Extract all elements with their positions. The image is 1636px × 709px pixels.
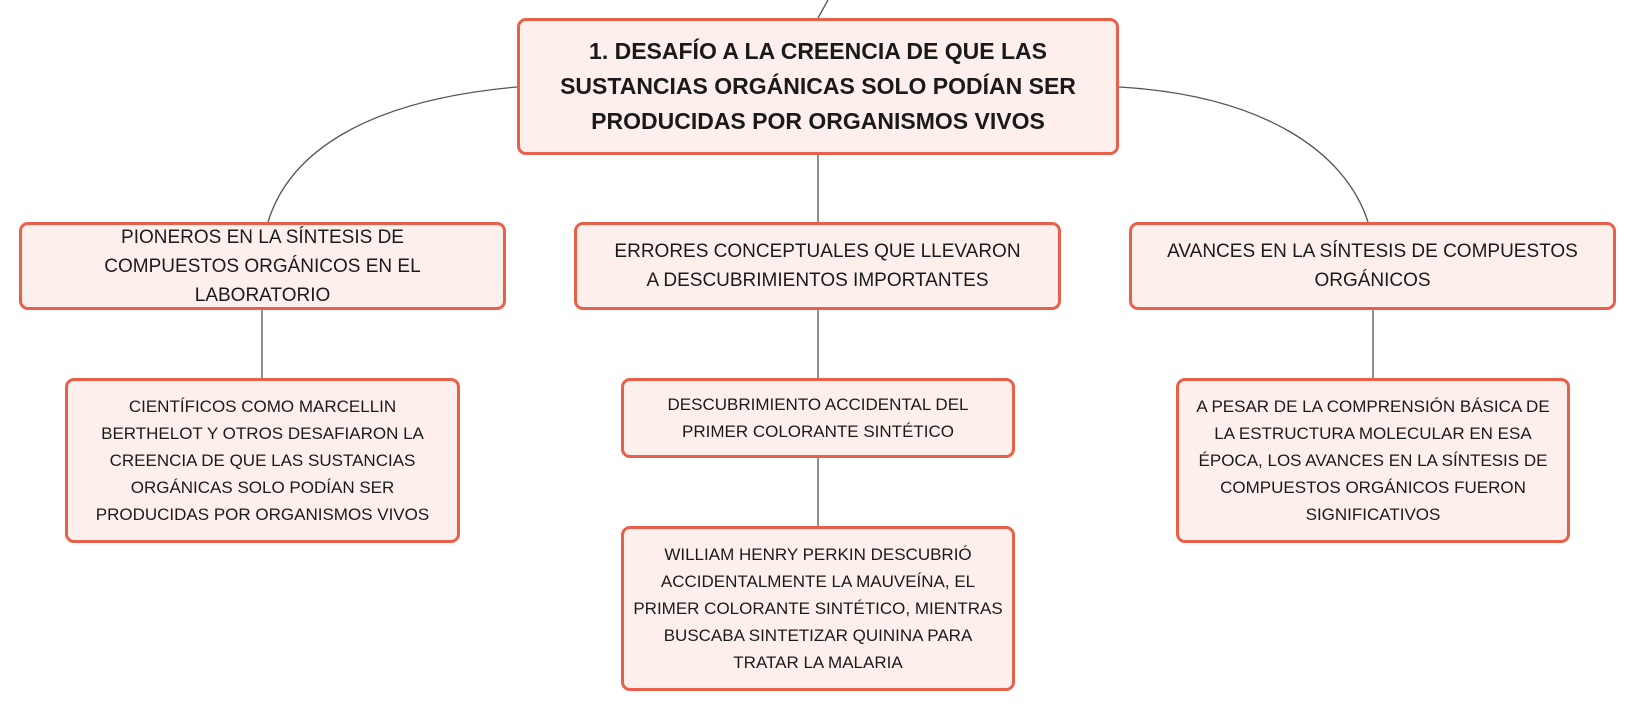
subtopic-perkin-mauveina[interactable] bbox=[621, 526, 1015, 691]
subtopic-descubrimiento-accidental[interactable] bbox=[621, 378, 1015, 458]
connector-root-to-branch-3 bbox=[1119, 87, 1368, 222]
subtopic-text: A PESAR DE LA COMPRENSIÓN BÁSICA DE LA ESTRUCTURA MOLECULAR EN ESA ÉPOCA, LOS AVANCES EN LA SÍNTESIS DE COMPUESTOS ORGÁNICOS FUERON SIGNIFICATIVOS bbox=[1196, 397, 1550, 524]
subtopic-text: WILLIAM HENRY PERKIN DESCUBRIÓ ACCIDENTALMENTE LA MAUVEÍNA, EL PRIMER COLORANTE SINTÉTICO, MIENTRAS BUSCABA SINTETIZAR QUININA PARA TRATAR LA MALARIA bbox=[633, 545, 1003, 672]
branch-topic-text: PIONEROS EN LA SÍNTESIS DE COMPUESTOS ORGÁNICOS EN EL LABORATORIO bbox=[104, 226, 421, 306]
connector-root-to-branch-1 bbox=[268, 87, 517, 222]
branch-topic-text: ERRORES CONCEPTUALES QUE LLEVARON A DESCUBRIMIENTOS IMPORTANTES bbox=[614, 241, 1021, 291]
connector-to-parent bbox=[818, 0, 828, 18]
subtopic-text: CIENTÍFICOS COMO MARCELLIN BERTHELOT Y OTROS DESAFIARON LA CREENCIA DE QUE LAS SUSTANCIAS ORGÁNICAS SOLO PODÍAN SER PRODUCIDAS POR ORGANISMOS VIVOS bbox=[95, 397, 430, 524]
root-topic[interactable] bbox=[517, 18, 1119, 155]
branch-topic-errores[interactable] bbox=[574, 222, 1061, 310]
subtopic-text: DESCUBRIMIENTO ACCIDENTAL DEL PRIMER COLORANTE SINTÉTICO bbox=[667, 395, 969, 441]
branch-topic-pioneros[interactable] bbox=[19, 222, 506, 310]
branch-topic-text: AVANCES EN LA SÍNTESIS DE COMPUESTOS ORGÁNICOS bbox=[1167, 241, 1578, 291]
branch-topic-avances[interactable] bbox=[1129, 222, 1616, 310]
root-topic-text: 1. DESAFÍO A LA CREENCIA DE QUE LAS SUSTANCIAS ORGÁNICAS SOLO PODÍAN SER PRODUCIDAS POR ORGANISMOS VIVOS bbox=[560, 38, 1076, 134]
subtopic-avances-significativos[interactable] bbox=[1176, 378, 1570, 543]
subtopic-berthelot[interactable] bbox=[65, 378, 460, 543]
